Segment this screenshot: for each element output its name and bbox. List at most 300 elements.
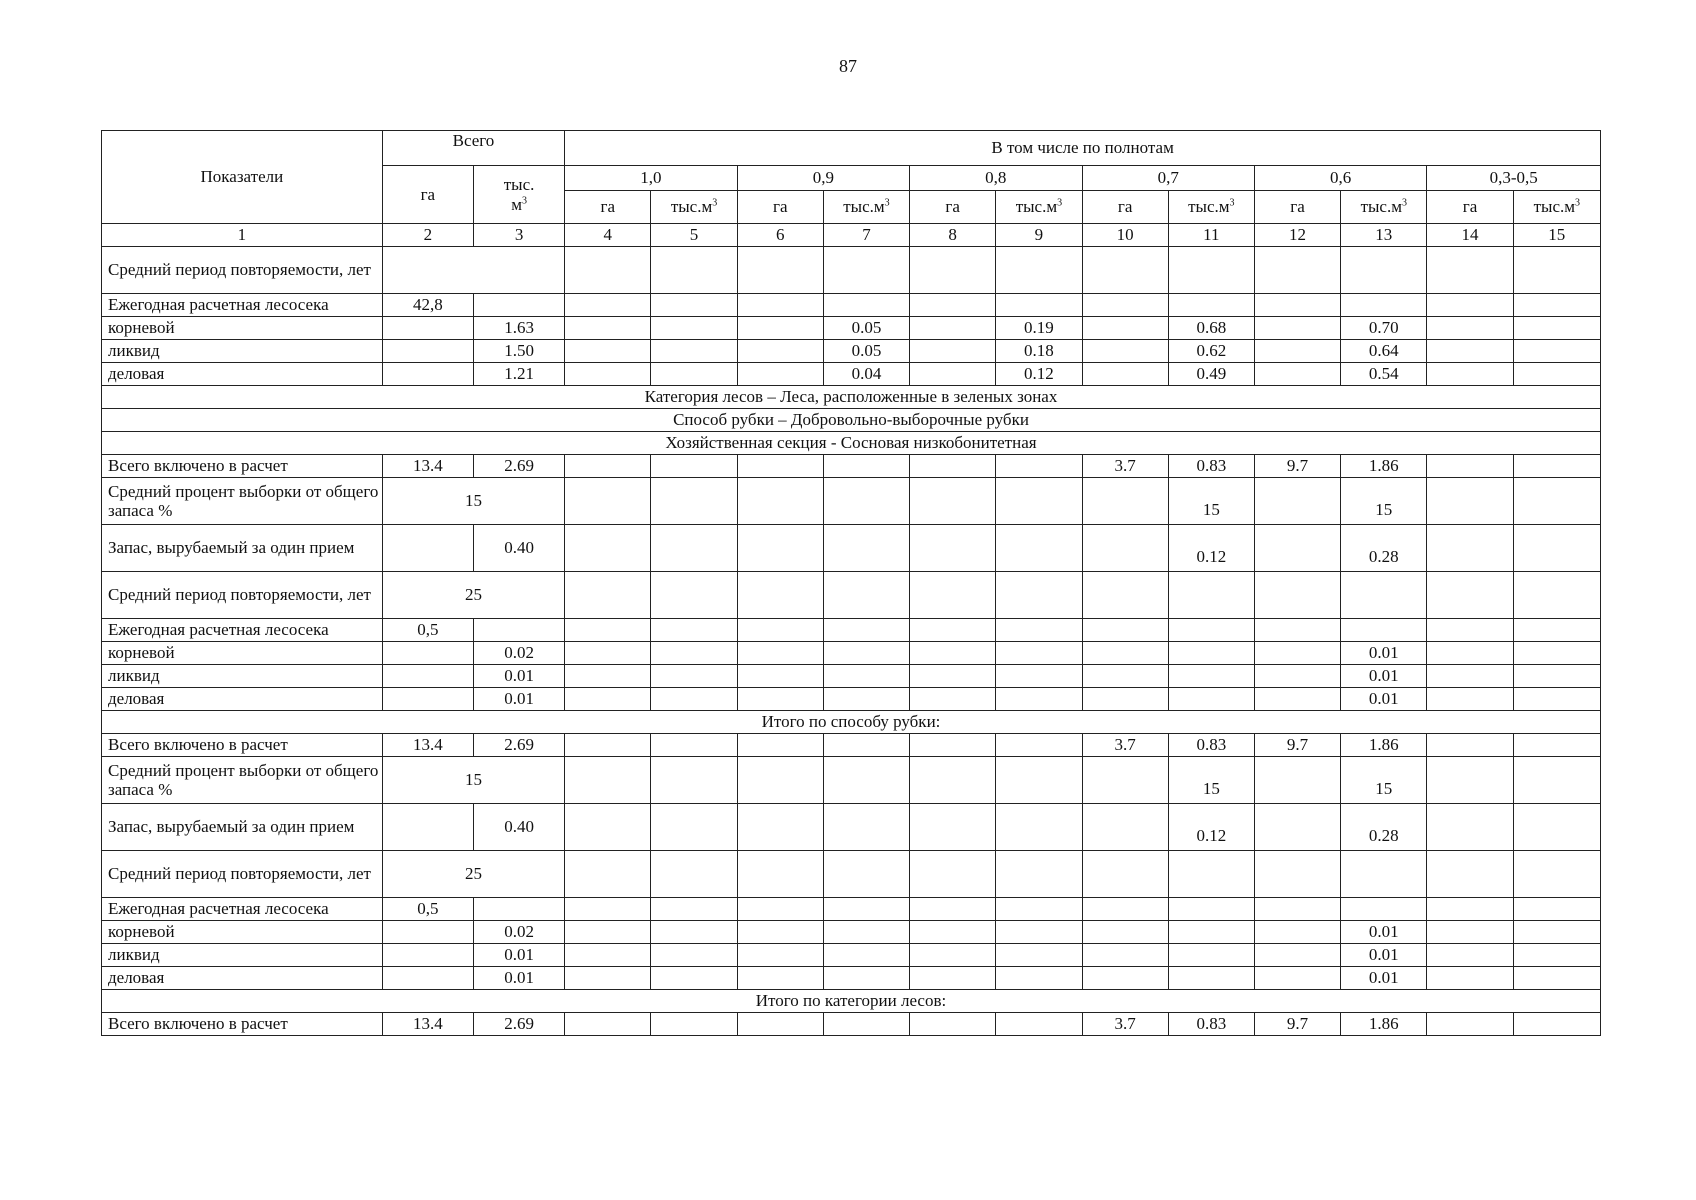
unit-m3-cube: 3: [1057, 197, 1063, 209]
density-cell: [651, 247, 737, 294]
density-cell: [910, 757, 996, 804]
density-cell: [823, 478, 909, 525]
density-cell: 0.01: [1341, 967, 1427, 990]
density-cell: [1341, 572, 1427, 619]
column-number-9: 9: [996, 224, 1082, 247]
density-cell: [996, 757, 1082, 804]
density-cell: [823, 294, 909, 317]
density-cell: 0.64: [1341, 340, 1427, 363]
density-cell: [1513, 572, 1600, 619]
density-cell: [1513, 247, 1600, 294]
density-cell: [823, 898, 909, 921]
table-row: [102, 688, 1601, 711]
density-cell: [910, 317, 996, 340]
table-row: [102, 294, 1601, 317]
density-cell: [565, 804, 651, 851]
density-cell: [1427, 317, 1513, 340]
density-cell: [996, 572, 1082, 619]
density-cell: [1513, 294, 1600, 317]
column-number-15: 15: [1513, 224, 1600, 247]
density-cell: [996, 921, 1082, 944]
density-cell: [565, 478, 651, 525]
density-cell: 1.86: [1341, 455, 1427, 478]
density-cell: 0.05: [823, 317, 909, 340]
density-header-5: 0,3-0,5: [1427, 166, 1601, 191]
unit-m3-prefix: тыс.м: [670, 197, 713, 217]
density-cell: [910, 898, 996, 921]
total-m3: 0.02: [473, 642, 564, 665]
density-cell: 0.01: [1341, 665, 1427, 688]
density-cell: [823, 455, 909, 478]
column-number-1: 1: [102, 224, 383, 247]
density-cell: 0.83: [1168, 455, 1254, 478]
total-ha: [382, 967, 473, 990]
column-number-3: 3: [473, 224, 564, 247]
density-cell: [1082, 642, 1168, 665]
density-cell: [737, 665, 823, 688]
total-value: 15: [382, 478, 564, 525]
density-cell: [1427, 688, 1513, 711]
total-m3: 0.01: [473, 688, 564, 711]
density-cell-value: 15: [1202, 500, 1220, 520]
total-ha: 0,5: [382, 898, 473, 921]
section-heading: Хозяйственная секция - Сосновая низкобонитетная: [102, 432, 1601, 455]
section-row: [102, 409, 1601, 432]
density-cell: [1082, 921, 1168, 944]
density-cell: [1254, 665, 1340, 688]
density-cell: 0.68: [1168, 317, 1254, 340]
density-cell-value: 15: [1202, 779, 1220, 799]
density-cell: [996, 455, 1082, 478]
density-cell: [910, 294, 996, 317]
density-cell: 0.01: [1341, 688, 1427, 711]
density-cell: [1168, 898, 1254, 921]
density-cell: [910, 967, 996, 990]
total-m3: [473, 619, 564, 642]
unit-ha-2: га: [910, 191, 996, 224]
density-cell: [1082, 340, 1168, 363]
density-cell: 1.86: [1341, 1013, 1427, 1036]
table-row: [102, 898, 1601, 921]
density-cell: [1254, 688, 1340, 711]
density-cell: [910, 665, 996, 688]
row-label: Ежегодная расчетная лесосека: [102, 898, 383, 921]
header-indicators: Показатели: [102, 131, 383, 224]
density-cell: [1427, 572, 1513, 619]
density-cell: [737, 455, 823, 478]
density-cell: [1254, 317, 1340, 340]
density-cell: [910, 851, 996, 898]
row-label: Запас, вырубаемый за один прием: [102, 525, 383, 572]
density-cell: [737, 363, 823, 386]
density-cell: [565, 757, 651, 804]
column-number-11: 11: [1168, 224, 1254, 247]
density-cell: [1168, 572, 1254, 619]
density-cell: [737, 757, 823, 804]
density-header-3: 0,7: [1082, 166, 1254, 191]
unit-m3-prefix: тыс.м: [843, 197, 885, 217]
density-cell: [996, 619, 1082, 642]
density-cell: 0.49: [1168, 363, 1254, 386]
density-header-2: 0,8: [910, 166, 1082, 191]
total-value: 25: [382, 851, 564, 898]
density-cell: [996, 967, 1082, 990]
density-cell: [996, 734, 1082, 757]
row-label: Средний период повторяемости, лет: [102, 247, 383, 294]
table-row: [102, 525, 1601, 572]
unit-m3-prefix: тыс.м: [1188, 197, 1230, 217]
density-cell: [910, 247, 996, 294]
density-cell: [1254, 247, 1340, 294]
density-cell: [1341, 757, 1427, 804]
density-cell: [1082, 688, 1168, 711]
density-cell: 0.12: [996, 363, 1082, 386]
column-number-10: 10: [1082, 224, 1168, 247]
density-header-4: 0,6: [1254, 166, 1426, 191]
column-number-6: 6: [737, 224, 823, 247]
density-cell: [565, 294, 651, 317]
density-cell: [1168, 921, 1254, 944]
density-cell: [1341, 851, 1427, 898]
density-cell: 9.7: [1254, 734, 1340, 757]
density-cell: [1168, 247, 1254, 294]
unit-m3-cube: 3: [1575, 197, 1580, 209]
section-heading: Итого по способу рубки:: [102, 711, 1601, 734]
density-cell: [823, 247, 909, 294]
density-cell: [1513, 525, 1600, 572]
density-cell: [651, 944, 737, 967]
density-cell: [651, 688, 737, 711]
density-cell: [1168, 804, 1254, 851]
density-cell: [1254, 340, 1340, 363]
density-cell: [1254, 898, 1340, 921]
total-m3: 0.01: [473, 967, 564, 990]
density-cell: [565, 525, 651, 572]
density-cell: [1513, 944, 1600, 967]
density-cell: [565, 688, 651, 711]
density-cell: [1168, 944, 1254, 967]
density-cell: [565, 665, 651, 688]
density-cell: [651, 455, 737, 478]
section-row: [102, 386, 1601, 409]
density-cell: 0.83: [1168, 1013, 1254, 1036]
unit-m3-3: [1168, 191, 1254, 224]
table-row: [102, 478, 1601, 525]
density-cell: [565, 898, 651, 921]
density-cell: [1168, 478, 1254, 525]
density-cell: [651, 921, 737, 944]
density-cell: [996, 804, 1082, 851]
density-cell: [910, 455, 996, 478]
density-cell: [1427, 665, 1513, 688]
total-ha: [382, 525, 473, 572]
row-label: корневой: [102, 921, 383, 944]
density-cell: [1341, 478, 1427, 525]
total-m3: 0.40: [473, 525, 564, 572]
table-row: [102, 944, 1601, 967]
density-cell: [1082, 317, 1168, 340]
density-cell: [996, 665, 1082, 688]
header-total-m3-cube: 3: [521, 194, 527, 206]
density-cell: [565, 851, 651, 898]
density-cell: [1513, 688, 1600, 711]
section-row: [102, 990, 1601, 1013]
density-cell: [565, 572, 651, 619]
table-row: [102, 363, 1601, 386]
density-header-1: 0,9: [737, 166, 909, 191]
density-cell: [1427, 294, 1513, 317]
section-heading: Итого по категории лесов:: [102, 990, 1601, 1013]
density-cell: [737, 851, 823, 898]
row-label: Запас, вырубаемый за один прием: [102, 804, 383, 851]
density-cell: [1513, 455, 1600, 478]
density-cell: [1082, 851, 1168, 898]
density-cell: 9.7: [1254, 455, 1340, 478]
density-cell: [1082, 967, 1168, 990]
density-cell: [737, 944, 823, 967]
density-cell: [565, 317, 651, 340]
density-cell: [910, 688, 996, 711]
density-cell: [1427, 642, 1513, 665]
density-cell: [1513, 851, 1600, 898]
table-row: [102, 665, 1601, 688]
row-label: Средний период повторяемости, лет: [102, 851, 383, 898]
table-row: [102, 247, 1601, 294]
density-cell: [651, 363, 737, 386]
density-cell: [1254, 851, 1340, 898]
total-value: 15: [382, 757, 564, 804]
density-cell: [1254, 757, 1340, 804]
density-cell: [1168, 967, 1254, 990]
density-cell: [1513, 478, 1600, 525]
density-cell: [737, 247, 823, 294]
forest-cutting-table: [101, 130, 1601, 1036]
density-cell: [1082, 572, 1168, 619]
density-cell: [1513, 898, 1600, 921]
density-cell: [651, 642, 737, 665]
density-cell: [1513, 363, 1600, 386]
density-cell: [996, 478, 1082, 525]
total-ha: 42,8: [382, 294, 473, 317]
density-cell-value: 15: [1375, 779, 1393, 799]
density-cell: [996, 294, 1082, 317]
density-cell: [1168, 294, 1254, 317]
density-cell: [1341, 619, 1427, 642]
density-cell: [823, 572, 909, 619]
row-label: корневой: [102, 317, 383, 340]
density-cell: [651, 734, 737, 757]
density-cell: 3.7: [1082, 455, 1168, 478]
density-cell: [737, 619, 823, 642]
column-number-4: 4: [565, 224, 651, 247]
unit-m3-4: [1341, 191, 1427, 224]
density-cell-value: 0.12: [1196, 547, 1227, 567]
density-cell: [1427, 734, 1513, 757]
density-cell: [1254, 363, 1340, 386]
density-cell: [1168, 851, 1254, 898]
density-cell: [996, 898, 1082, 921]
row-label: Всего включено в расчет: [102, 1013, 383, 1036]
density-cell: [1254, 642, 1340, 665]
total-m3: 2.69: [473, 455, 564, 478]
table-row: [102, 734, 1601, 757]
total-m3: 2.69: [473, 1013, 564, 1036]
density-cell: [651, 1013, 737, 1036]
density-cell: [823, 921, 909, 944]
table-row: [102, 340, 1601, 363]
density-cell: 9.7: [1254, 1013, 1340, 1036]
density-cell: [651, 525, 737, 572]
density-cell: [910, 478, 996, 525]
density-cell: [1254, 478, 1340, 525]
table-row: [102, 1013, 1601, 1036]
density-cell: [737, 317, 823, 340]
total-m3: 0.02: [473, 921, 564, 944]
density-cell: [737, 642, 823, 665]
total-ha: [382, 665, 473, 688]
density-cell: [910, 734, 996, 757]
table-row: [102, 317, 1601, 340]
density-cell: [737, 525, 823, 572]
density-cell: [1168, 665, 1254, 688]
density-cell: 0.83: [1168, 734, 1254, 757]
density-cell: [1082, 619, 1168, 642]
table-row: [102, 757, 1601, 804]
table-row: [102, 921, 1601, 944]
density-cell: [1427, 363, 1513, 386]
table-row: [102, 572, 1601, 619]
density-cell: [823, 525, 909, 572]
density-cell: [651, 851, 737, 898]
density-cell: [1513, 921, 1600, 944]
row-label: корневой: [102, 642, 383, 665]
density-cell: [1427, 967, 1513, 990]
density-cell: [910, 525, 996, 572]
density-cell: [737, 921, 823, 944]
density-cell: [737, 688, 823, 711]
density-cell: [1513, 757, 1600, 804]
total-m3: 0.01: [473, 665, 564, 688]
row-label: Средний период повторяемости, лет: [102, 572, 383, 619]
column-number-2: 2: [382, 224, 473, 247]
density-cell: [565, 619, 651, 642]
density-cell: [1513, 804, 1600, 851]
unit-ha-4: га: [1254, 191, 1340, 224]
density-cell: [737, 898, 823, 921]
density-cell: 3.7: [1082, 1013, 1168, 1036]
header-total-ha: га: [382, 166, 473, 224]
unit-m3-0: [651, 191, 737, 224]
row-label: Ежегодная расчетная лесосека: [102, 619, 383, 642]
total-m3: 2.69: [473, 734, 564, 757]
density-cell: [910, 340, 996, 363]
unit-ha-0: га: [565, 191, 651, 224]
density-cell: [1082, 804, 1168, 851]
table-row: [102, 455, 1601, 478]
density-cell: [737, 967, 823, 990]
unit-m3-cube: 3: [884, 197, 890, 209]
density-cell: [1341, 247, 1427, 294]
density-cell: [1427, 921, 1513, 944]
unit-m3-prefix: тыс.м: [1015, 197, 1058, 217]
density-cell: [823, 757, 909, 804]
density-cell-value: 15: [1375, 500, 1393, 520]
density-cell: [1168, 757, 1254, 804]
unit-m3-1: [823, 191, 909, 224]
unit-m3-2: [996, 191, 1082, 224]
total-ha: [382, 921, 473, 944]
row-label: ликвид: [102, 944, 383, 967]
density-cell: [1427, 525, 1513, 572]
density-cell: 1.86: [1341, 734, 1427, 757]
density-cell: [1082, 294, 1168, 317]
unit-m3-5: [1513, 191, 1600, 224]
density-cell: 0.19: [996, 317, 1082, 340]
density-cell: [1168, 619, 1254, 642]
total-m3: [473, 294, 564, 317]
density-cell: [1513, 642, 1600, 665]
unit-m3-cube: 3: [1401, 197, 1407, 209]
total-ha: 13.4: [382, 1013, 473, 1036]
total-ha: [382, 317, 473, 340]
density-cell: [1427, 851, 1513, 898]
density-cell: [910, 572, 996, 619]
density-cell: [651, 967, 737, 990]
density-cell: [1082, 478, 1168, 525]
density-cell: [1427, 757, 1513, 804]
density-cell: [1254, 572, 1340, 619]
density-cell: 0.70: [1341, 317, 1427, 340]
total-ha: [382, 363, 473, 386]
density-cell: [565, 944, 651, 967]
density-cell: [1427, 340, 1513, 363]
total-ha: [382, 340, 473, 363]
total-ha: 0,5: [382, 619, 473, 642]
table-row: [102, 851, 1601, 898]
density-cell: 0.54: [1341, 363, 1427, 386]
density-cell: [823, 804, 909, 851]
row-label: Ежегодная расчетная лесосека: [102, 294, 383, 317]
row-label: ликвид: [102, 340, 383, 363]
total-m3: 0.01: [473, 944, 564, 967]
density-cell: [565, 967, 651, 990]
density-cell: [996, 247, 1082, 294]
total-m3: [473, 898, 564, 921]
density-cell-value: 0.12: [1196, 826, 1227, 846]
density-cell: [1168, 525, 1254, 572]
density-cell: [1427, 478, 1513, 525]
density-cell: [996, 688, 1082, 711]
section-row: [102, 432, 1601, 455]
row-label: Всего включено в расчет: [102, 734, 383, 757]
table-row: [102, 619, 1601, 642]
density-cell: [1513, 967, 1600, 990]
density-cell: [1513, 734, 1600, 757]
row-label: Средний процент выборки от общего запаса %: [102, 478, 383, 525]
header-total: Всего: [382, 131, 564, 166]
density-cell: [1254, 804, 1340, 851]
page-number: 87: [839, 56, 857, 76]
density-cell: [1082, 757, 1168, 804]
column-number-12: 12: [1254, 224, 1340, 247]
density-cell: [1427, 619, 1513, 642]
density-cell: [1513, 665, 1600, 688]
table-header: [102, 131, 1601, 247]
unit-ha-1: га: [737, 191, 823, 224]
density-cell: [1254, 525, 1340, 572]
density-cell: [1341, 525, 1427, 572]
density-cell: [565, 340, 651, 363]
